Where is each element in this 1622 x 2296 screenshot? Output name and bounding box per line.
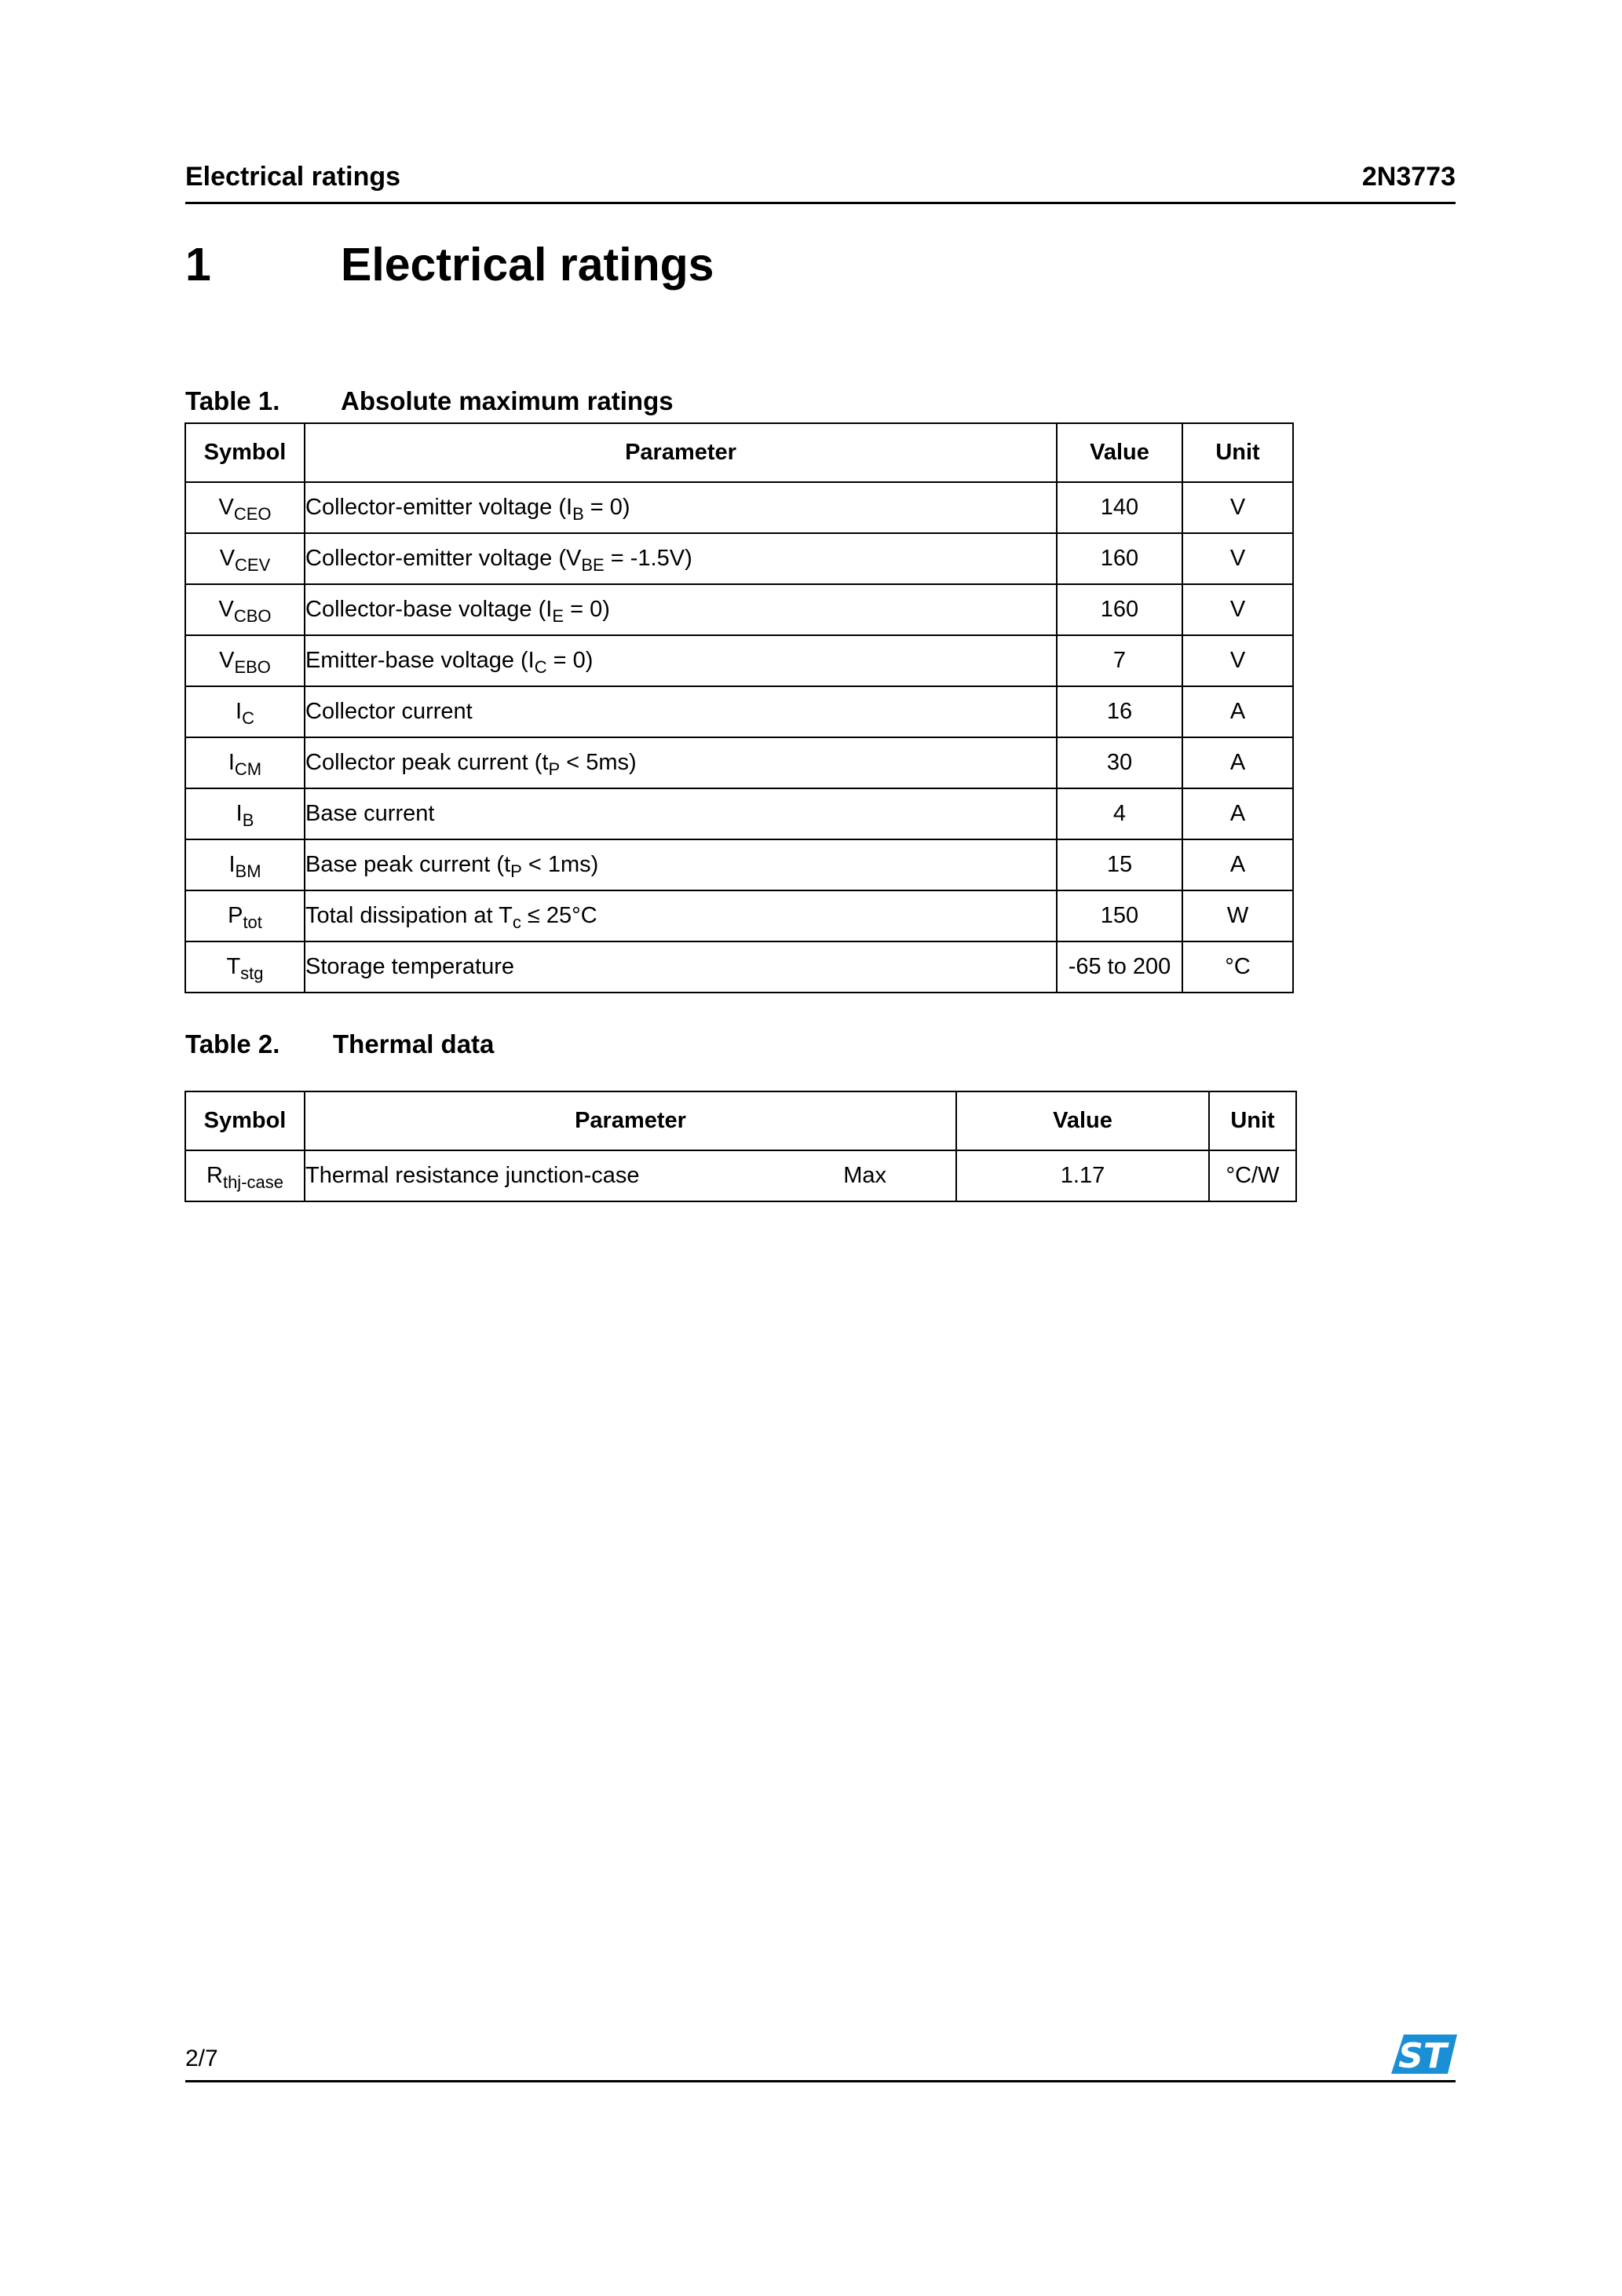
st-logo — [1391, 2033, 1457, 2075]
symbol-cell — [185, 1150, 305, 1201]
symbol-subscript: CBO — [233, 606, 272, 626]
table-row — [185, 533, 1293, 584]
parameter-condition: = 0) — [564, 597, 610, 622]
parameter-text: Collector current — [305, 699, 473, 724]
symbol-cell — [185, 839, 305, 890]
symbol-cell — [185, 635, 305, 686]
value-cell: -65 to 200 — [1057, 941, 1182, 993]
column-header-symbol: Symbol — [185, 1091, 305, 1150]
unit-cell: A — [1182, 788, 1293, 839]
symbol-subscript: C — [242, 708, 254, 728]
table-row — [185, 482, 1293, 533]
parameter-subscript: c — [512, 912, 521, 932]
column-header-parameter: Parameter — [305, 423, 1057, 482]
parameter-cell — [305, 737, 1057, 788]
parameter-subscript: C — [534, 657, 547, 677]
value-cell: 15 — [1057, 839, 1182, 890]
section-title: Electrical ratings — [341, 239, 714, 291]
unit-cell: V — [1182, 533, 1293, 584]
symbol-subscript: thj-case — [222, 1172, 283, 1192]
thermal-data-table — [184, 1091, 1297, 1202]
symbol-main: I — [228, 852, 236, 877]
parameter-condition: < 5ms) — [560, 750, 637, 775]
parameter-cell — [305, 1150, 956, 1201]
parameter-cell — [305, 533, 1057, 584]
parameter-condition: ≤ 25°C — [521, 903, 597, 928]
unit-cell: A — [1182, 737, 1293, 788]
symbol-cell — [185, 686, 305, 737]
parameter-condition: = -1.5V) — [604, 546, 692, 571]
value-cell: 160 — [1057, 533, 1182, 584]
parameter-qualifier: Max — [843, 1163, 886, 1188]
parameter-condition: = 0) — [583, 495, 630, 520]
value-cell: 140 — [1057, 482, 1182, 533]
column-header-value: Value — [1057, 423, 1182, 482]
symbol-subscript: B — [242, 810, 254, 830]
symbol-main: R — [206, 1163, 223, 1188]
parameter-subscript: B — [572, 504, 584, 524]
running-header-part-number: 2N3773 — [1361, 162, 1456, 192]
parameter-text: Base current — [305, 801, 435, 826]
value-cell: 30 — [1057, 737, 1182, 788]
footer-rule — [185, 2080, 1456, 2082]
value-cell: 150 — [1057, 890, 1182, 941]
parameter-text: Collector-base voltage (I — [305, 597, 553, 622]
table-header-row — [185, 1091, 1296, 1150]
table-row — [185, 890, 1293, 941]
column-header-unit: Unit — [1209, 1091, 1296, 1150]
symbol-subscript: tot — [243, 912, 262, 932]
value-cell: 16 — [1057, 686, 1182, 737]
symbol-cell — [185, 788, 305, 839]
symbol-main: I — [236, 801, 243, 826]
parameter-text: Collector peak current (t — [305, 750, 549, 775]
parameter-text: Storage temperature — [305, 954, 514, 979]
unit-cell: °C — [1182, 941, 1293, 993]
parameter-subscript: P — [548, 759, 561, 779]
symbol-main: I — [228, 750, 235, 775]
symbol-cell — [185, 737, 305, 788]
parameter-text: Emitter-base voltage (I — [305, 648, 535, 673]
parameter-cell — [305, 941, 1057, 993]
parameter-text: Base peak current (t — [305, 852, 511, 877]
table1-label: Table 1. — [185, 386, 280, 415]
parameter-subscript: BE — [581, 555, 605, 575]
section-number: 1 — [185, 239, 211, 291]
symbol-main: V — [219, 546, 236, 571]
column-header-unit: Unit — [1182, 423, 1293, 482]
symbol-subscript: BM — [235, 861, 261, 881]
parameter-text: Collector-emitter voltage (V — [305, 546, 582, 571]
symbol-main: V — [218, 495, 234, 520]
running-header-section: Electrical ratings — [185, 162, 401, 192]
value-cell: 7 — [1057, 635, 1182, 686]
parameter-cell — [305, 584, 1057, 635]
logo-text: ST — [1398, 2036, 1447, 2075]
table-header-row — [185, 423, 1293, 482]
column-header-parameter: Parameter — [305, 1091, 956, 1150]
parameter-condition: = 0) — [546, 648, 594, 673]
symbol-main: T — [226, 954, 241, 979]
symbol-cell — [185, 941, 305, 993]
parameter-cell — [305, 788, 1057, 839]
unit-cell: A — [1182, 686, 1293, 737]
parameter-text: Collector-emitter voltage (I — [305, 495, 573, 520]
unit-cell: V — [1182, 584, 1293, 635]
symbol-cell — [185, 533, 305, 584]
table-row — [185, 839, 1293, 890]
symbol-subscript: EBO — [234, 657, 271, 677]
table-row — [185, 1150, 1296, 1201]
table-row — [185, 941, 1293, 993]
symbol-subscript: CEV — [235, 555, 271, 575]
value-cell: 4 — [1057, 788, 1182, 839]
column-header-symbol: Symbol — [185, 423, 305, 482]
parameter-cell — [305, 890, 1057, 941]
table2-label: Table 2. — [185, 1029, 280, 1058]
symbol-cell — [185, 482, 305, 533]
parameter-subscript: P — [510, 861, 522, 881]
page-number: 2/7 — [185, 2046, 218, 2071]
symbol-subscript: stg — [240, 963, 264, 983]
table1-body — [185, 482, 1293, 993]
symbol-subscript: CEO — [233, 504, 272, 524]
parameter-cell — [305, 635, 1057, 686]
symbol-main: P — [228, 903, 243, 928]
unit-cell: W — [1182, 890, 1293, 941]
table-row — [185, 788, 1293, 839]
absolute-maximum-ratings-table — [184, 422, 1294, 993]
column-header-value: Value — [956, 1091, 1209, 1150]
table2-title: Thermal data — [333, 1029, 495, 1058]
symbol-main: I — [236, 699, 243, 724]
unit-cell: A — [1182, 839, 1293, 890]
parameter-text: Total dissipation at T — [305, 903, 513, 928]
table1-title: Absolute maximum ratings — [341, 386, 674, 415]
parameter-subscript: E — [552, 606, 564, 626]
unit-cell: V — [1182, 482, 1293, 533]
unit-cell: V — [1182, 635, 1293, 686]
table-row — [185, 737, 1293, 788]
symbol-main: V — [218, 597, 234, 622]
symbol-subscript: CM — [234, 759, 262, 779]
table-row — [185, 686, 1293, 737]
parameter-text: Thermal resistance junction-case — [305, 1163, 640, 1188]
value-cell: 1.17 — [956, 1150, 1209, 1201]
parameter-cell — [305, 686, 1057, 737]
parameter-condition: < 1ms) — [521, 852, 599, 877]
symbol-cell — [185, 584, 305, 635]
table-row — [185, 635, 1293, 686]
parameter-cell — [305, 839, 1057, 890]
table-row — [185, 584, 1293, 635]
symbol-cell — [185, 890, 305, 941]
symbol-main: V — [219, 648, 235, 673]
unit-cell: °C/W — [1209, 1150, 1296, 1201]
value-cell: 160 — [1057, 584, 1182, 635]
header-rule — [185, 202, 1456, 204]
parameter-cell — [305, 482, 1057, 533]
